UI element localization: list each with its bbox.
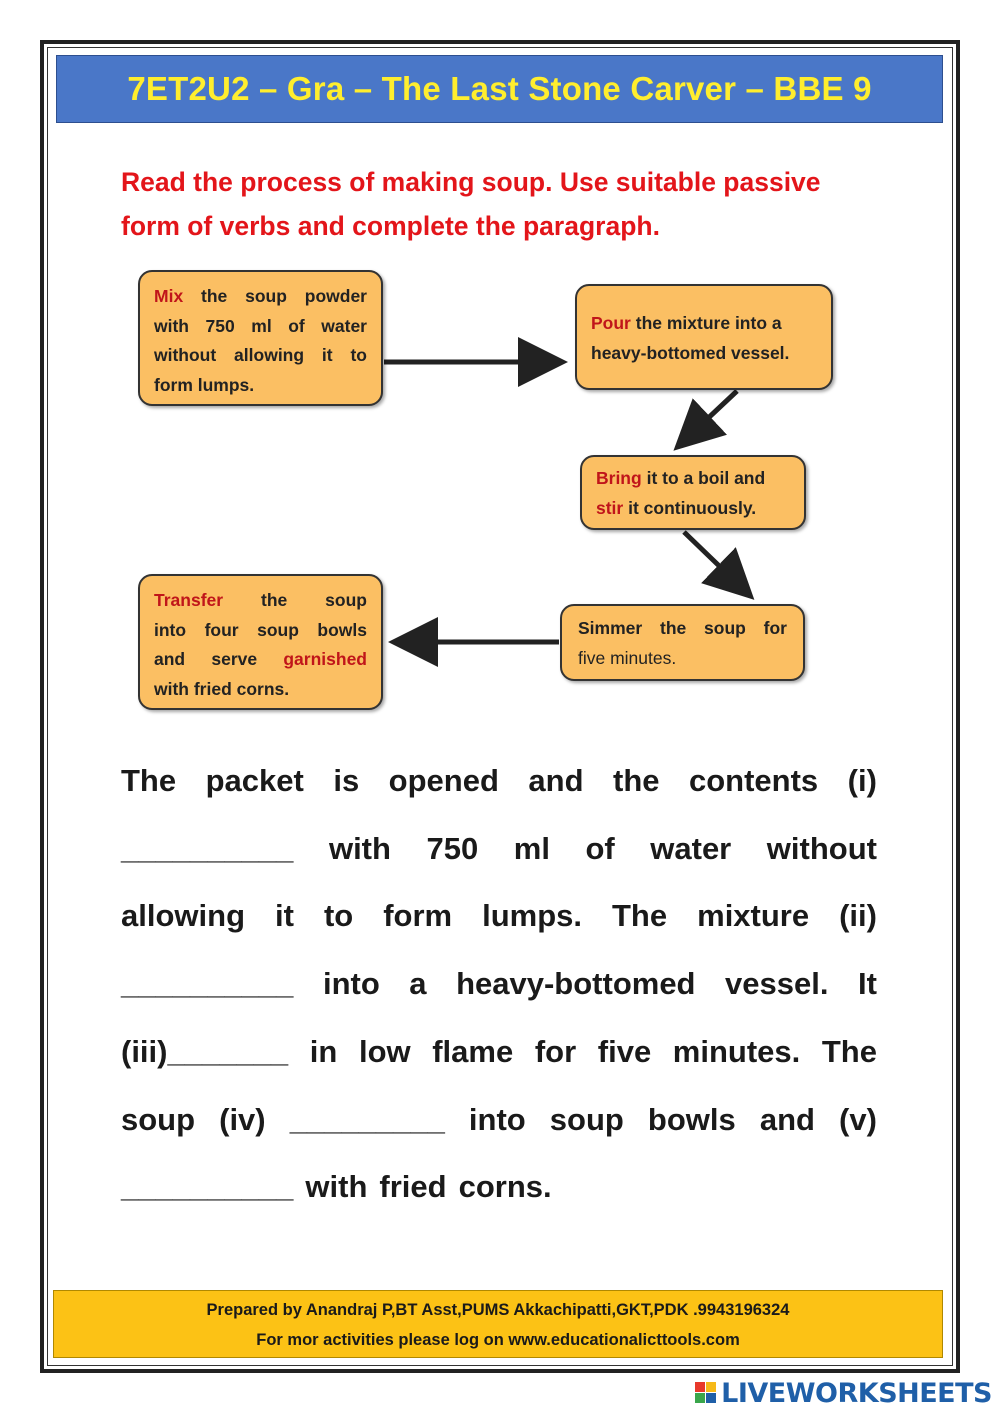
paragraph-word: contents — [688, 763, 819, 798]
step3-line1 — [596, 464, 790, 494]
step2-line1 — [591, 309, 817, 339]
answer-blank[interactable]: __________ — [121, 830, 294, 866]
paragraph-word: mixture — [697, 898, 810, 934]
paragraph-word: flame — [432, 1033, 514, 1069]
instruction-line-1: Read the process of making soup. Use suitable passive — [121, 167, 821, 197]
paragraph-word: and — [759, 1101, 815, 1137]
step3-verb1: Bring — [596, 468, 642, 488]
paragraph-word: lumps. — [482, 898, 582, 934]
paragraph-word: a — [409, 966, 427, 1002]
answer-blank[interactable]: (iii)_______ — [121, 1033, 289, 1069]
arrow-step2-to-step3 — [688, 391, 737, 437]
paragraph-line — [121, 1086, 877, 1154]
footer-line-2: For mor activities please log on www.educationalicttools.com — [256, 1331, 740, 1349]
step5-verb2: garnished — [283, 649, 367, 669]
step2-verb: Pour — [591, 313, 631, 333]
paragraph-word: with — [328, 830, 391, 866]
paragraph-word: soup — [549, 1101, 624, 1137]
step5-line2: into four soup bowls — [154, 619, 367, 640]
paragraph-line — [121, 1153, 877, 1221]
step1-verb: Mix — [154, 286, 184, 306]
paragraph-word: The — [612, 898, 668, 934]
footer-line-1: Prepared by Anandraj P,BT Asst,PUMS Akkachipatti,GKT,PDK .9943196324 — [206, 1301, 790, 1319]
paragraph-word: without — [766, 830, 877, 866]
paragraph-word: of — [585, 830, 615, 866]
paragraph-word: is — [333, 763, 360, 798]
paragraph-word: packet — [205, 763, 304, 798]
answer-blank[interactable]: __________ — [121, 966, 294, 1002]
flow-step-mix — [138, 270, 383, 406]
paragraph-line — [121, 882, 877, 950]
paragraph-word: low — [358, 1033, 411, 1069]
footer-credits — [53, 1290, 943, 1358]
paragraph-line — [121, 950, 877, 1018]
step3-text2: it continuously. — [628, 497, 757, 518]
step5-text3: and serve — [154, 649, 258, 669]
paragraph-word: ml — [513, 830, 550, 866]
step1-text1: the soup powder — [201, 286, 367, 306]
fill-in-paragraph — [121, 747, 877, 1221]
liveworksheets-logo[interactable] — [695, 1378, 992, 1408]
paragraph-word: with — [305, 1169, 368, 1205]
paragraph-word: into — [322, 966, 380, 1002]
paragraph-word: vessel. — [725, 966, 829, 1002]
paragraph-word: water — [650, 830, 732, 866]
flow-step-simmer — [560, 604, 805, 681]
liveworksheets-logo-icon — [695, 1382, 717, 1404]
paragraph-word: minutes. — [672, 1033, 801, 1069]
step1-line4: form lumps. — [154, 374, 255, 395]
step5-text1: the soup — [261, 590, 367, 610]
step2-line2: heavy-bottomed vessel. — [591, 342, 790, 363]
step4-line1: Simmer the soup for — [578, 618, 787, 638]
paragraph-line — [121, 747, 877, 815]
liveworksheets-logo-text: LIVEWORKSHEETS — [721, 1377, 992, 1409]
step5-line1 — [154, 586, 367, 616]
step1-line3: without allowing it to — [154, 345, 367, 365]
step4-line2: five minutes. — [578, 647, 677, 668]
paragraph-word: (i) — [847, 763, 877, 798]
paragraph-word: 750 — [426, 830, 479, 866]
paragraph-word: (ii) — [839, 898, 877, 934]
paragraph-word: for — [534, 1033, 577, 1069]
paragraph-word: and — [528, 763, 584, 798]
answer-blank[interactable]: __________ — [121, 1169, 294, 1205]
paragraph-word: allowing — [121, 898, 245, 934]
paragraph-word: to — [323, 898, 354, 934]
paragraph-word: into — [468, 1101, 526, 1137]
flow-step-bring-stir — [580, 455, 806, 530]
paragraph-word: it — [275, 898, 294, 934]
arrow-step3-to-step4 — [684, 532, 740, 586]
step2-text1: the mixture into a — [635, 313, 782, 333]
paragraph-word: (iv) — [219, 1101, 266, 1137]
paragraph-word: The — [821, 1033, 877, 1069]
paragraph-word: It — [858, 966, 877, 1002]
instruction-line-2: form of verbs and complete the paragraph. — [121, 211, 660, 241]
paragraph-word: (v) — [839, 1101, 877, 1137]
paragraph-word: form — [383, 898, 453, 934]
step3-line2 — [596, 494, 790, 524]
paragraph-word: bowls — [647, 1101, 736, 1137]
paragraph-word: five — [597, 1033, 652, 1069]
paragraph-word: corns. — [458, 1169, 552, 1205]
step5-verb: Transfer — [154, 590, 224, 610]
step3-text1: it to a boil and — [646, 468, 766, 488]
step5-line4: with fried corns. — [154, 678, 290, 699]
worksheet-title-text: 7ET2U2 – Gra – The Last Stone Carver – BBE 9 — [127, 70, 872, 107]
step3-verb2: stir — [596, 497, 624, 518]
step5-line3 — [154, 645, 367, 675]
paragraph-word: opened — [388, 763, 499, 798]
paragraph-line — [121, 1018, 877, 1086]
answer-blank[interactable]: _________ — [289, 1101, 445, 1137]
step1-line1 — [154, 282, 367, 312]
flow-step-transfer — [138, 574, 383, 710]
paragraph-word: fried — [379, 1169, 447, 1205]
step1-line2: with 750 ml of water — [154, 315, 367, 336]
paragraph-line — [121, 815, 877, 883]
paragraph-word: the — [613, 763, 660, 798]
paragraph-word: The — [121, 763, 177, 798]
flow-step-pour — [575, 284, 833, 390]
paragraph-word: heavy-bottomed — [456, 966, 696, 1002]
paragraph-word: soup — [121, 1101, 196, 1137]
paragraph-word: in — [309, 1033, 338, 1069]
